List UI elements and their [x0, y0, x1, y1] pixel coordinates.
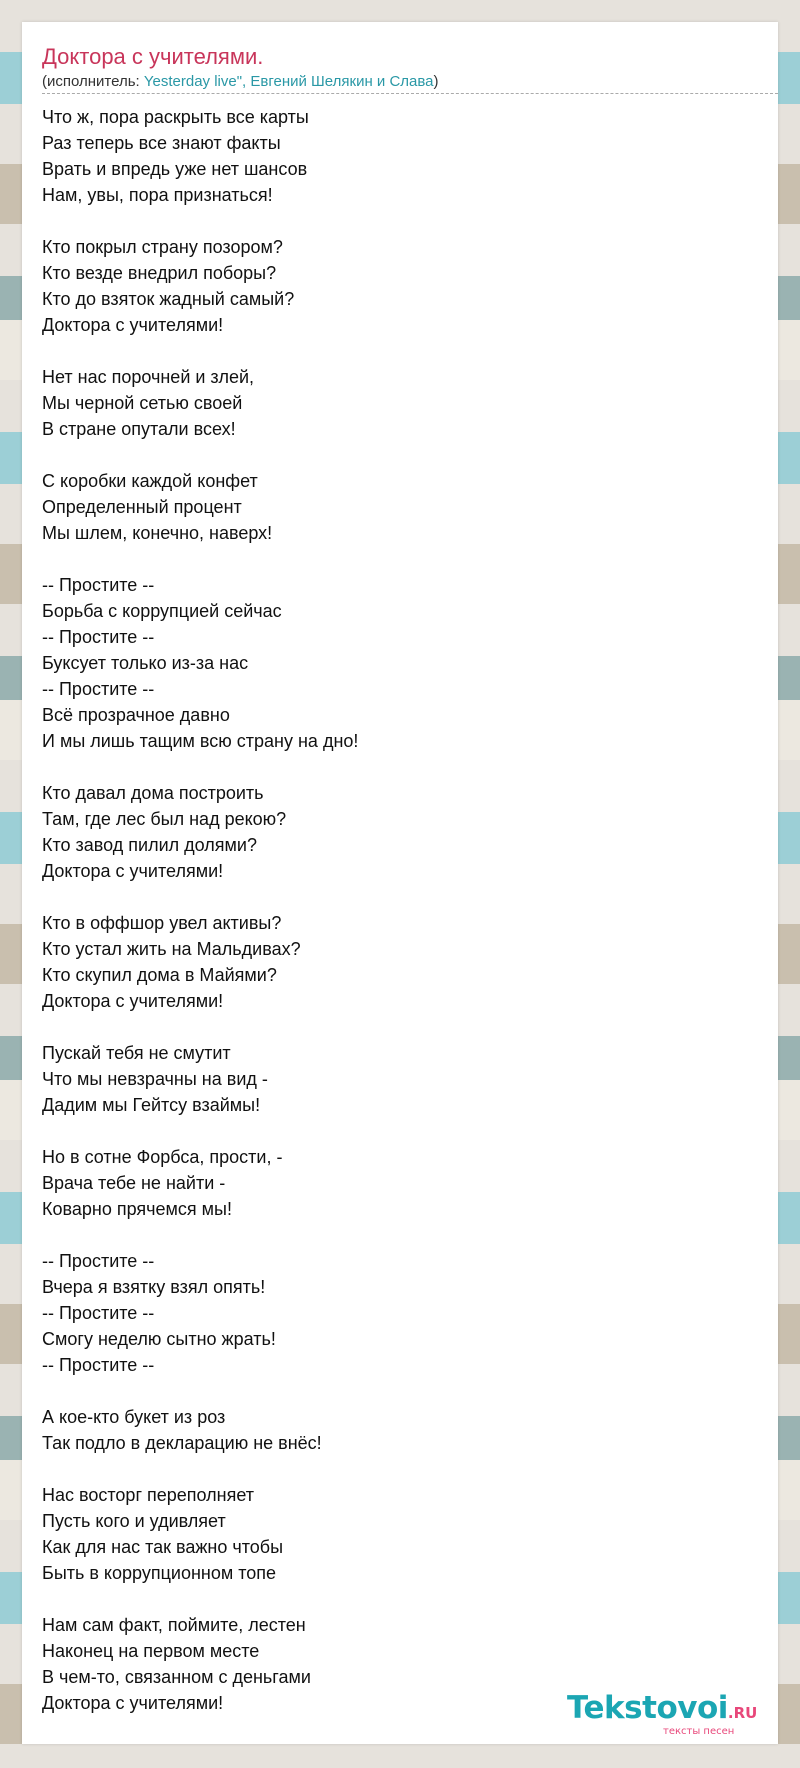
site-logo[interactable]	[567, 1690, 767, 1736]
lyric-line	[42, 546, 358, 572]
lyric-line: Доктора с учителями!	[42, 991, 224, 1011]
lyric-line: -- Простите --	[42, 1303, 155, 1323]
lyric-line: Дадим мы Гейтсу взаймы!	[42, 1095, 261, 1115]
lyric-line	[42, 442, 358, 468]
lyric-line: Буксует только из-за нас	[42, 653, 249, 673]
lyric-line: Раз теперь все знают факты	[42, 133, 281, 153]
lyric-line: Доктора с учителями!	[42, 315, 224, 335]
lyric-line: Кто до взяток жадный самый?	[42, 289, 295, 309]
lyric-line	[42, 208, 358, 234]
performer-line	[42, 73, 439, 90]
lyric-line	[42, 1456, 358, 1482]
lyric-line: Как для нас так важно чтобы	[42, 1537, 284, 1557]
lyrics-card	[22, 22, 778, 1744]
lyric-line: Врать и впредь уже нет шансов	[42, 159, 308, 179]
lyrics-text	[42, 104, 358, 1716]
lyric-line	[42, 754, 358, 780]
lyric-line	[42, 338, 358, 364]
lyric-line: А кое-кто букет из роз	[42, 1407, 226, 1427]
lyric-line: В стране опутали всех!	[42, 419, 236, 439]
logo-wordmark: Tekstovoi	[567, 1690, 728, 1726]
lyric-line	[42, 1378, 358, 1404]
lyric-line: Пусть кого и удивляет	[42, 1511, 226, 1531]
lyric-line: В чем-то, связанном с деньгами	[42, 1667, 311, 1687]
performer-link[interactable]: Yesterday live", Евгений Шелякин и Слава	[143, 73, 434, 90]
lyric-line: Врача тебе не найти -	[42, 1173, 226, 1193]
lyric-line: Так подло в декларацию не внёс!	[42, 1433, 322, 1453]
lyric-line: Что ж, пора раскрыть все карты	[42, 107, 309, 127]
logo-tld: .RU	[727, 1704, 758, 1722]
dashed-divider	[42, 93, 778, 94]
lyric-line: Кто везде внедрил поборы?	[42, 263, 277, 283]
lyric-line: Смогу неделю сытно жрать!	[42, 1329, 276, 1349]
lyric-line	[42, 1118, 358, 1144]
lyric-line	[42, 1222, 358, 1248]
lyric-line: -- Простите --	[42, 1251, 155, 1271]
lyric-line: Кто в оффшор увел активы?	[42, 913, 282, 933]
lyric-line	[42, 884, 358, 910]
lyric-line: И мы лишь тащим всю страну на дно!	[42, 731, 359, 751]
lyric-line: -- Простите --	[42, 627, 155, 647]
lyric-line: Нас восторг переполняет	[42, 1485, 255, 1505]
logo-tagline: тексты песен	[663, 1726, 735, 1737]
lyric-line: Нам, увы, пора признаться!	[42, 185, 273, 205]
lyric-line	[42, 1014, 358, 1040]
song-title: Доктора с учителями.	[42, 44, 264, 69]
lyric-line: С коробки каждой конфет	[42, 471, 258, 491]
lyric-line: Коварно прячемся мы!	[42, 1199, 232, 1219]
lyric-line: -- Простите --	[42, 1355, 155, 1375]
lyric-line: Нам сам факт, поймите, лестен	[42, 1615, 306, 1635]
lyric-line: Пускай тебя не смутит	[42, 1043, 231, 1063]
lyric-line: Кто завод пилил долями?	[42, 835, 257, 855]
lyric-line: Кто давал дома построить	[42, 783, 264, 803]
lyric-line: Но в сотне Форбса, прости, -	[42, 1147, 283, 1167]
lyric-line	[42, 1586, 358, 1612]
lyric-line: -- Простите --	[42, 575, 155, 595]
lyric-line: Кто устал жить на Мальдивах?	[42, 939, 301, 959]
lyric-line: Доктора с учителями!	[42, 1693, 224, 1713]
lyric-line: Кто скупил дома в Майями?	[42, 965, 277, 985]
lyric-line: Быть в коррупционном топе	[42, 1563, 277, 1583]
lyric-line: Всё прозрачное давно	[42, 705, 230, 725]
lyric-line: Мы шлем, конечно, наверх!	[42, 523, 273, 543]
performer-prefix: (исполнитель:	[42, 73, 144, 90]
lyric-line: Кто покрыл страну позором?	[42, 237, 283, 257]
lyric-line: Нет нас порочней и злей,	[42, 367, 255, 387]
lyric-line: Доктора с учителями!	[42, 861, 224, 881]
performer-suffix: )	[433, 73, 439, 90]
lyric-line: Там, где лес был над рекою?	[42, 809, 287, 829]
lyric-line: Борьба с коррупцией сейчас	[42, 601, 282, 621]
lyric-line: Определенный процент	[42, 497, 242, 517]
lyric-line: Наконец на первом месте	[42, 1641, 260, 1661]
lyric-line: Что мы невзрачны на вид -	[42, 1069, 268, 1089]
lyric-line: Мы черной сетью своей	[42, 393, 243, 413]
lyric-line: -- Простите --	[42, 679, 155, 699]
lyric-line: Вчера я взятку взял опять!	[42, 1277, 266, 1297]
